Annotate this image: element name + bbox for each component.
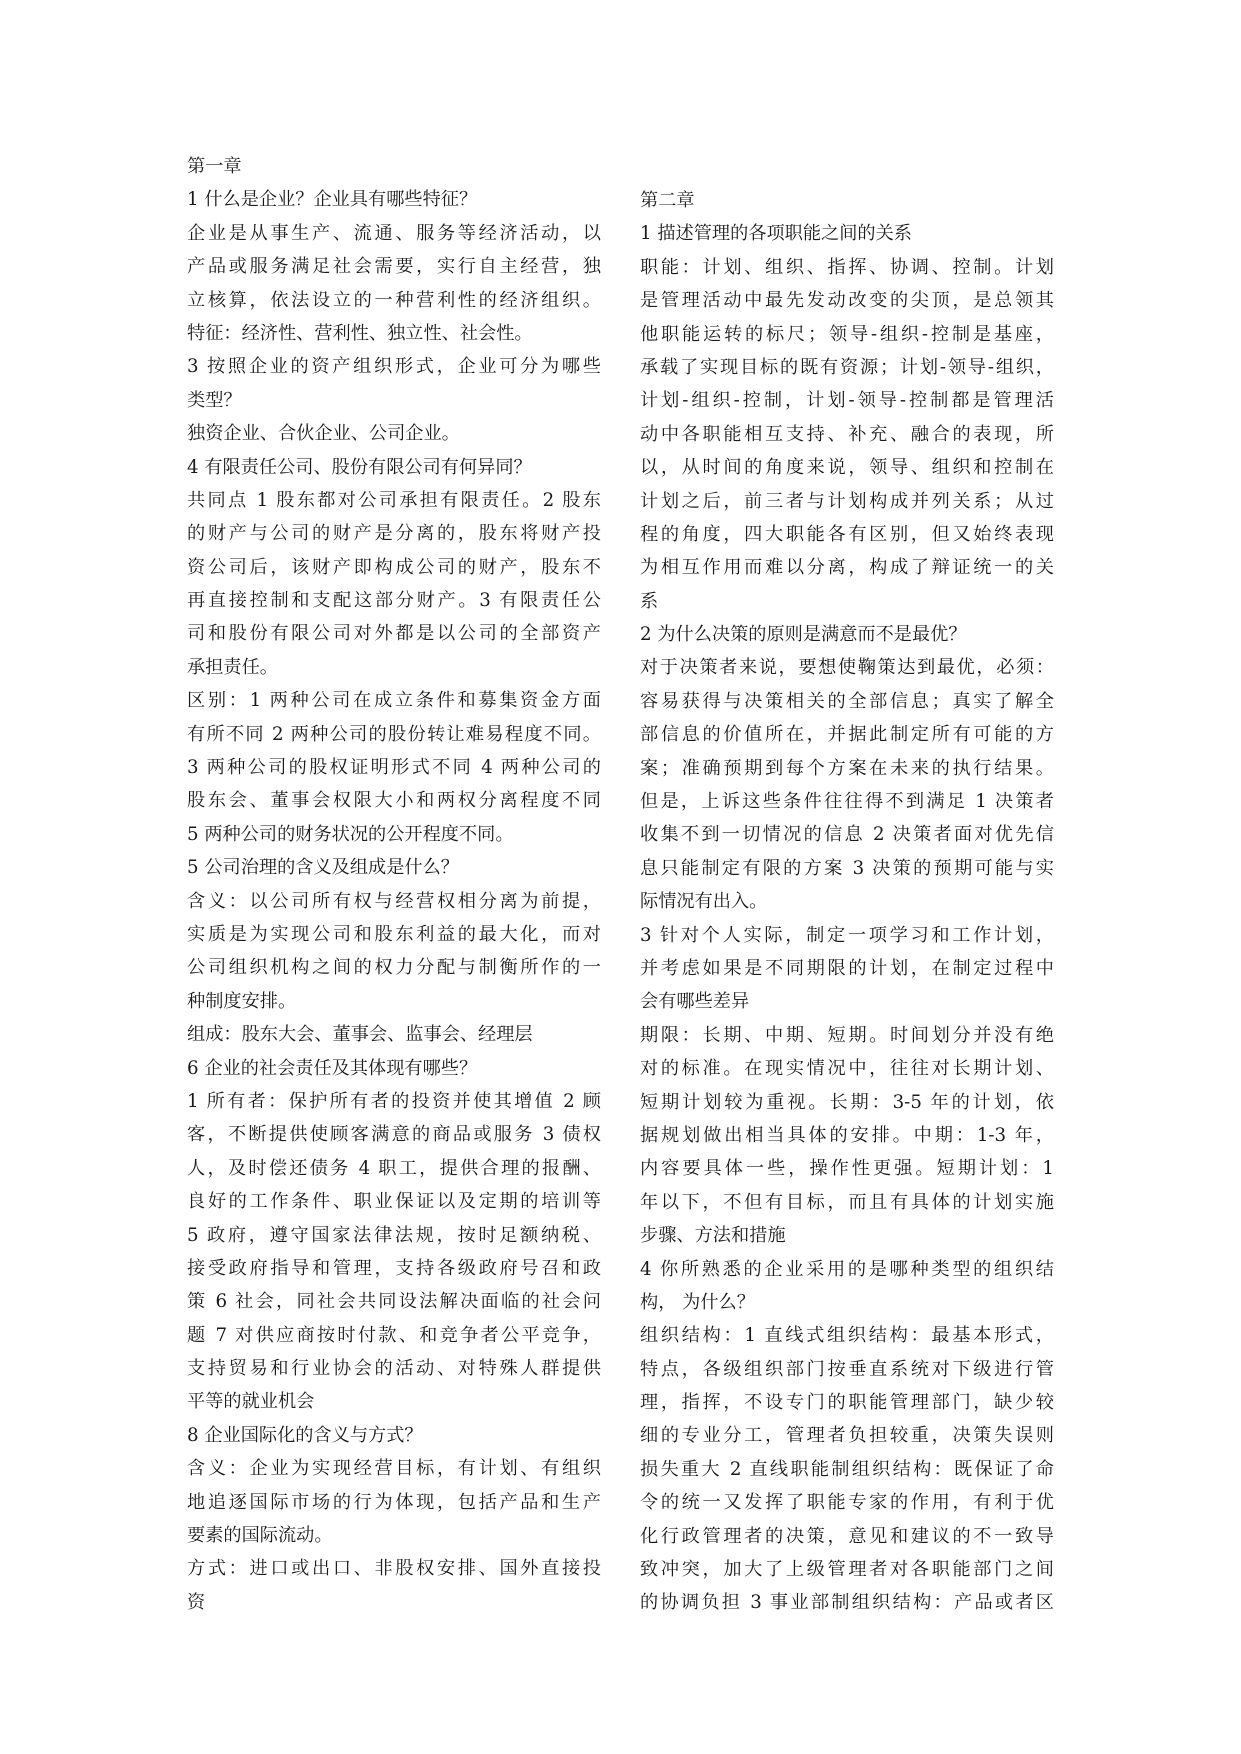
text-line: 特点，各级组织部门按垂直系统对下级进行管 (640, 1358, 1054, 1380)
text-line: 际情况有出入。 (640, 891, 768, 913)
text-line: 1 所有者：保护所有者的投资并使其增值 2 顾 (187, 1090, 601, 1112)
text-line: 他职能运转的标尺；领导-组织-控制是基座， (640, 323, 1054, 345)
text-line: 平等的就业机会 (187, 1391, 315, 1413)
text-line: 容易获得与决策相关的全部信息；真实了解全 (640, 690, 1054, 712)
text-line: 策 6 社会，同社会共同设法解决面临的社会问 (187, 1291, 601, 1313)
chapter-heading: 第一章 (187, 156, 242, 177)
text-line: 据规划做出相当具体的安排。中期：1-3 年， (640, 1124, 1054, 1146)
text-line: 司和股份有限公司对外都是以公司的全部资产 (187, 623, 601, 645)
text-line: 息只能制定有限的方案 3 决策的预期可能与实 (640, 857, 1054, 879)
text-line: 职能：计划、组织、指挥、协调、控制。计划 (640, 256, 1054, 278)
question-heading: 6 企业的社会责任及其体现有哪些？ (187, 1057, 478, 1079)
question-heading: 4 你所熟悉的企业采用的是哪种类型的组织结 (640, 1258, 1054, 1280)
question-heading: 3 针对个人实际，制定一项学习和工作计划， (640, 924, 1054, 946)
text-line: 有所不同 2 两种公司的股份转让难易程度不同。 (187, 723, 601, 745)
question-heading: 5 公司治理的含义及组成是什么？ (187, 857, 459, 879)
text-line: 案；准确预期到每个方案在未来的执行结果。 (640, 757, 1054, 779)
question-heading: 2 为什么决策的原则是满意而不是最优？ (640, 624, 967, 646)
text-line: 以，从时间的角度来说，领导、组织和控制在 (640, 457, 1054, 479)
chapter-heading: 第二章 (640, 190, 695, 211)
text-line: 产品或服务满足社会需要，实行自主经营，独 (187, 256, 601, 278)
text-line: 期限：长期、中期、短期。时间划分并没有绝 (640, 1024, 1054, 1046)
text-line: 实质是为实现公司和股东利益的最大化，而对 (187, 923, 601, 945)
text-line: 地追逐国际市场的行为体现，包括产品和生产 (187, 1491, 601, 1513)
text-line: 对的标准。在现实情况中，往往对长期计划、 (640, 1058, 1054, 1080)
text-line: 接受政府指导和管理，支持各级政府号召和政 (187, 1257, 601, 1279)
text-line: 程的角度，四大职能各有区别，但又始终表现 (640, 523, 1054, 545)
text-line: 公司组织机构之间的权力分配与制衡所作的一 (187, 957, 601, 979)
text-line: 5 两种公司的财务状况的公开程度不同。 (187, 823, 514, 845)
text-line: 理，指挥，不设专门的职能管理部门，缺少较 (640, 1392, 1054, 1414)
question-heading: 1 描述管理的各项职能之间的关系 (640, 223, 912, 245)
text-line: 区别：1 两种公司在成立条件和募集资金方面 (187, 690, 601, 712)
text-line: 致冲突，加大了上级管理者对各职能部门之间 (640, 1559, 1054, 1581)
text-line: 化行政管理者的决策，意见和建议的不一致导 (640, 1525, 1054, 1547)
text-line: 短期计划较为重视。长期：3-5 年的计划，依 (640, 1091, 1054, 1113)
text-line: 5 政府，遵守国家法律法规，按时足额纳税、 (187, 1224, 601, 1246)
text-line: 令的统一又发挥了职能专家的作用，有利于优 (640, 1492, 1054, 1514)
text-line: 部信息的价值所在，并据此制定所有可能的方 (640, 724, 1054, 746)
question-heading: 类型？ (187, 389, 242, 411)
text-line: 的财产与公司的财产是分离的，股东将财产投 (187, 523, 601, 545)
text-line: 组织结构：1 直线式组织结构：最基本形式， (640, 1325, 1054, 1347)
text-line: 企业是从事生产、流通、服务等经济活动，以 (187, 222, 601, 244)
text-line: 良好的工作条件、职业保证以及定期的培训等 (187, 1191, 601, 1213)
text-line: 含义：以公司所有权与经营权相分离为前提， (187, 890, 601, 912)
text-line: 细的专业分工，管理者负担较重，决策失误则 (640, 1425, 1054, 1447)
text-line: 客，不断提供使顾客满意的商品或服务 3 债权 (187, 1124, 601, 1146)
text-line: 独资企业、合伙企业、公司企业。 (187, 423, 460, 445)
text-line: 要素的国际流动。 (187, 1525, 333, 1547)
text-line: 但是，上诉这些条件往往得不到满足 1 决策者 (640, 791, 1054, 813)
text-line: 为相互作用而难以分离，构成了辩证统一的关 (640, 557, 1054, 579)
question-heading: 会有哪些差异 (640, 991, 750, 1013)
text-line: 年以下，不但有目标，而且有具体的计划实施 (640, 1191, 1054, 1213)
text-line: 内容要具体一些，操作性更强。短期计划：1 (640, 1158, 1054, 1180)
text-line: 资公司后，该财产即构成公司的财产，股东不 (187, 556, 601, 578)
text-line: 承担责任。 (187, 656, 278, 678)
text-line: 人，及时偿还债务 4 职工，提供合理的报酬、 (187, 1157, 601, 1179)
text-line: 特征：经济性、营利性、独立性、社会性。 (187, 322, 533, 344)
question-heading: 构， 为什么？ (640, 1291, 755, 1313)
text-line: 组成：股东大会、董事会、监事会、经理层 (187, 1024, 533, 1046)
text-line: 支持贸易和行业协会的活动、对特殊人群提供 (187, 1358, 601, 1380)
text-line: 计划-组织-控制，计划-领导-控制都是管理活 (640, 390, 1054, 412)
text-line: 3 两种公司的股权证明形式不同 4 两种公司的 (187, 757, 601, 779)
text-line: 对于决策者来说，要想使鞠策达到最优，必须： (640, 657, 1054, 679)
text-line: 立核算，依法设立的一种营利性的经济组织。 (187, 289, 601, 311)
question-heading: 并考虑如果是不同期限的计划，在制定过程中 (640, 957, 1054, 979)
question-heading: 1 什么是企业？企业具有哪些特征？ (187, 189, 478, 211)
question-heading: 3 按照企业的资产组织形式，企业可分为哪些 (187, 356, 601, 378)
text-line: 共同点 1 股东都对公司承担有限责任。2 股东 (187, 489, 601, 511)
left-column (187, 150, 601, 1619)
text-line: 承载了实现目标的既有资源；计划-领导-组织， (640, 356, 1054, 378)
text-line: 步骤、方法和措施 (640, 1225, 786, 1247)
text-line: 计划之后，前三者与计划构成并列关系；从过 (640, 490, 1054, 512)
question-heading: 8 企业国际化的含义与方式？ (187, 1424, 423, 1446)
text-line: 再直接控制和支配这部分财产。3 有限责任公 (187, 590, 601, 612)
right-column (640, 184, 1054, 1620)
question-heading: 4 有限责任公司、股份有限公司有何异同？ (187, 456, 532, 478)
text-line: 是管理活动中最先发动改变的尖顶，是总领其 (640, 290, 1054, 312)
text-line: 方式：进口或出口、非股权安排、国外直接投 (187, 1558, 601, 1580)
text-line: 系 (640, 590, 659, 612)
text-line: 动中各职能相互支持、补充、融合的表现，所 (640, 423, 1054, 445)
text-line: 种制度安排。 (187, 990, 297, 1012)
text-line: 股东会、董事会权限大小和两权分离程度不同 (187, 790, 601, 812)
text-line: 收集不到一切情况的信息 2 决策者面对优先信 (640, 824, 1054, 846)
text-line: 题 7 对供应商按时付款、和竞争者公平竞争， (187, 1324, 601, 1346)
text-line: 含义：企业为实现经营目标，有计划、有组织 (187, 1458, 601, 1480)
text-line: 损失重大 2 直线职能制组织结构：既保证了命 (640, 1458, 1054, 1480)
text-line: 的协调负担 3 事业部制组织结构：产品或者区 (640, 1592, 1054, 1614)
text-line: 资 (187, 1591, 206, 1613)
